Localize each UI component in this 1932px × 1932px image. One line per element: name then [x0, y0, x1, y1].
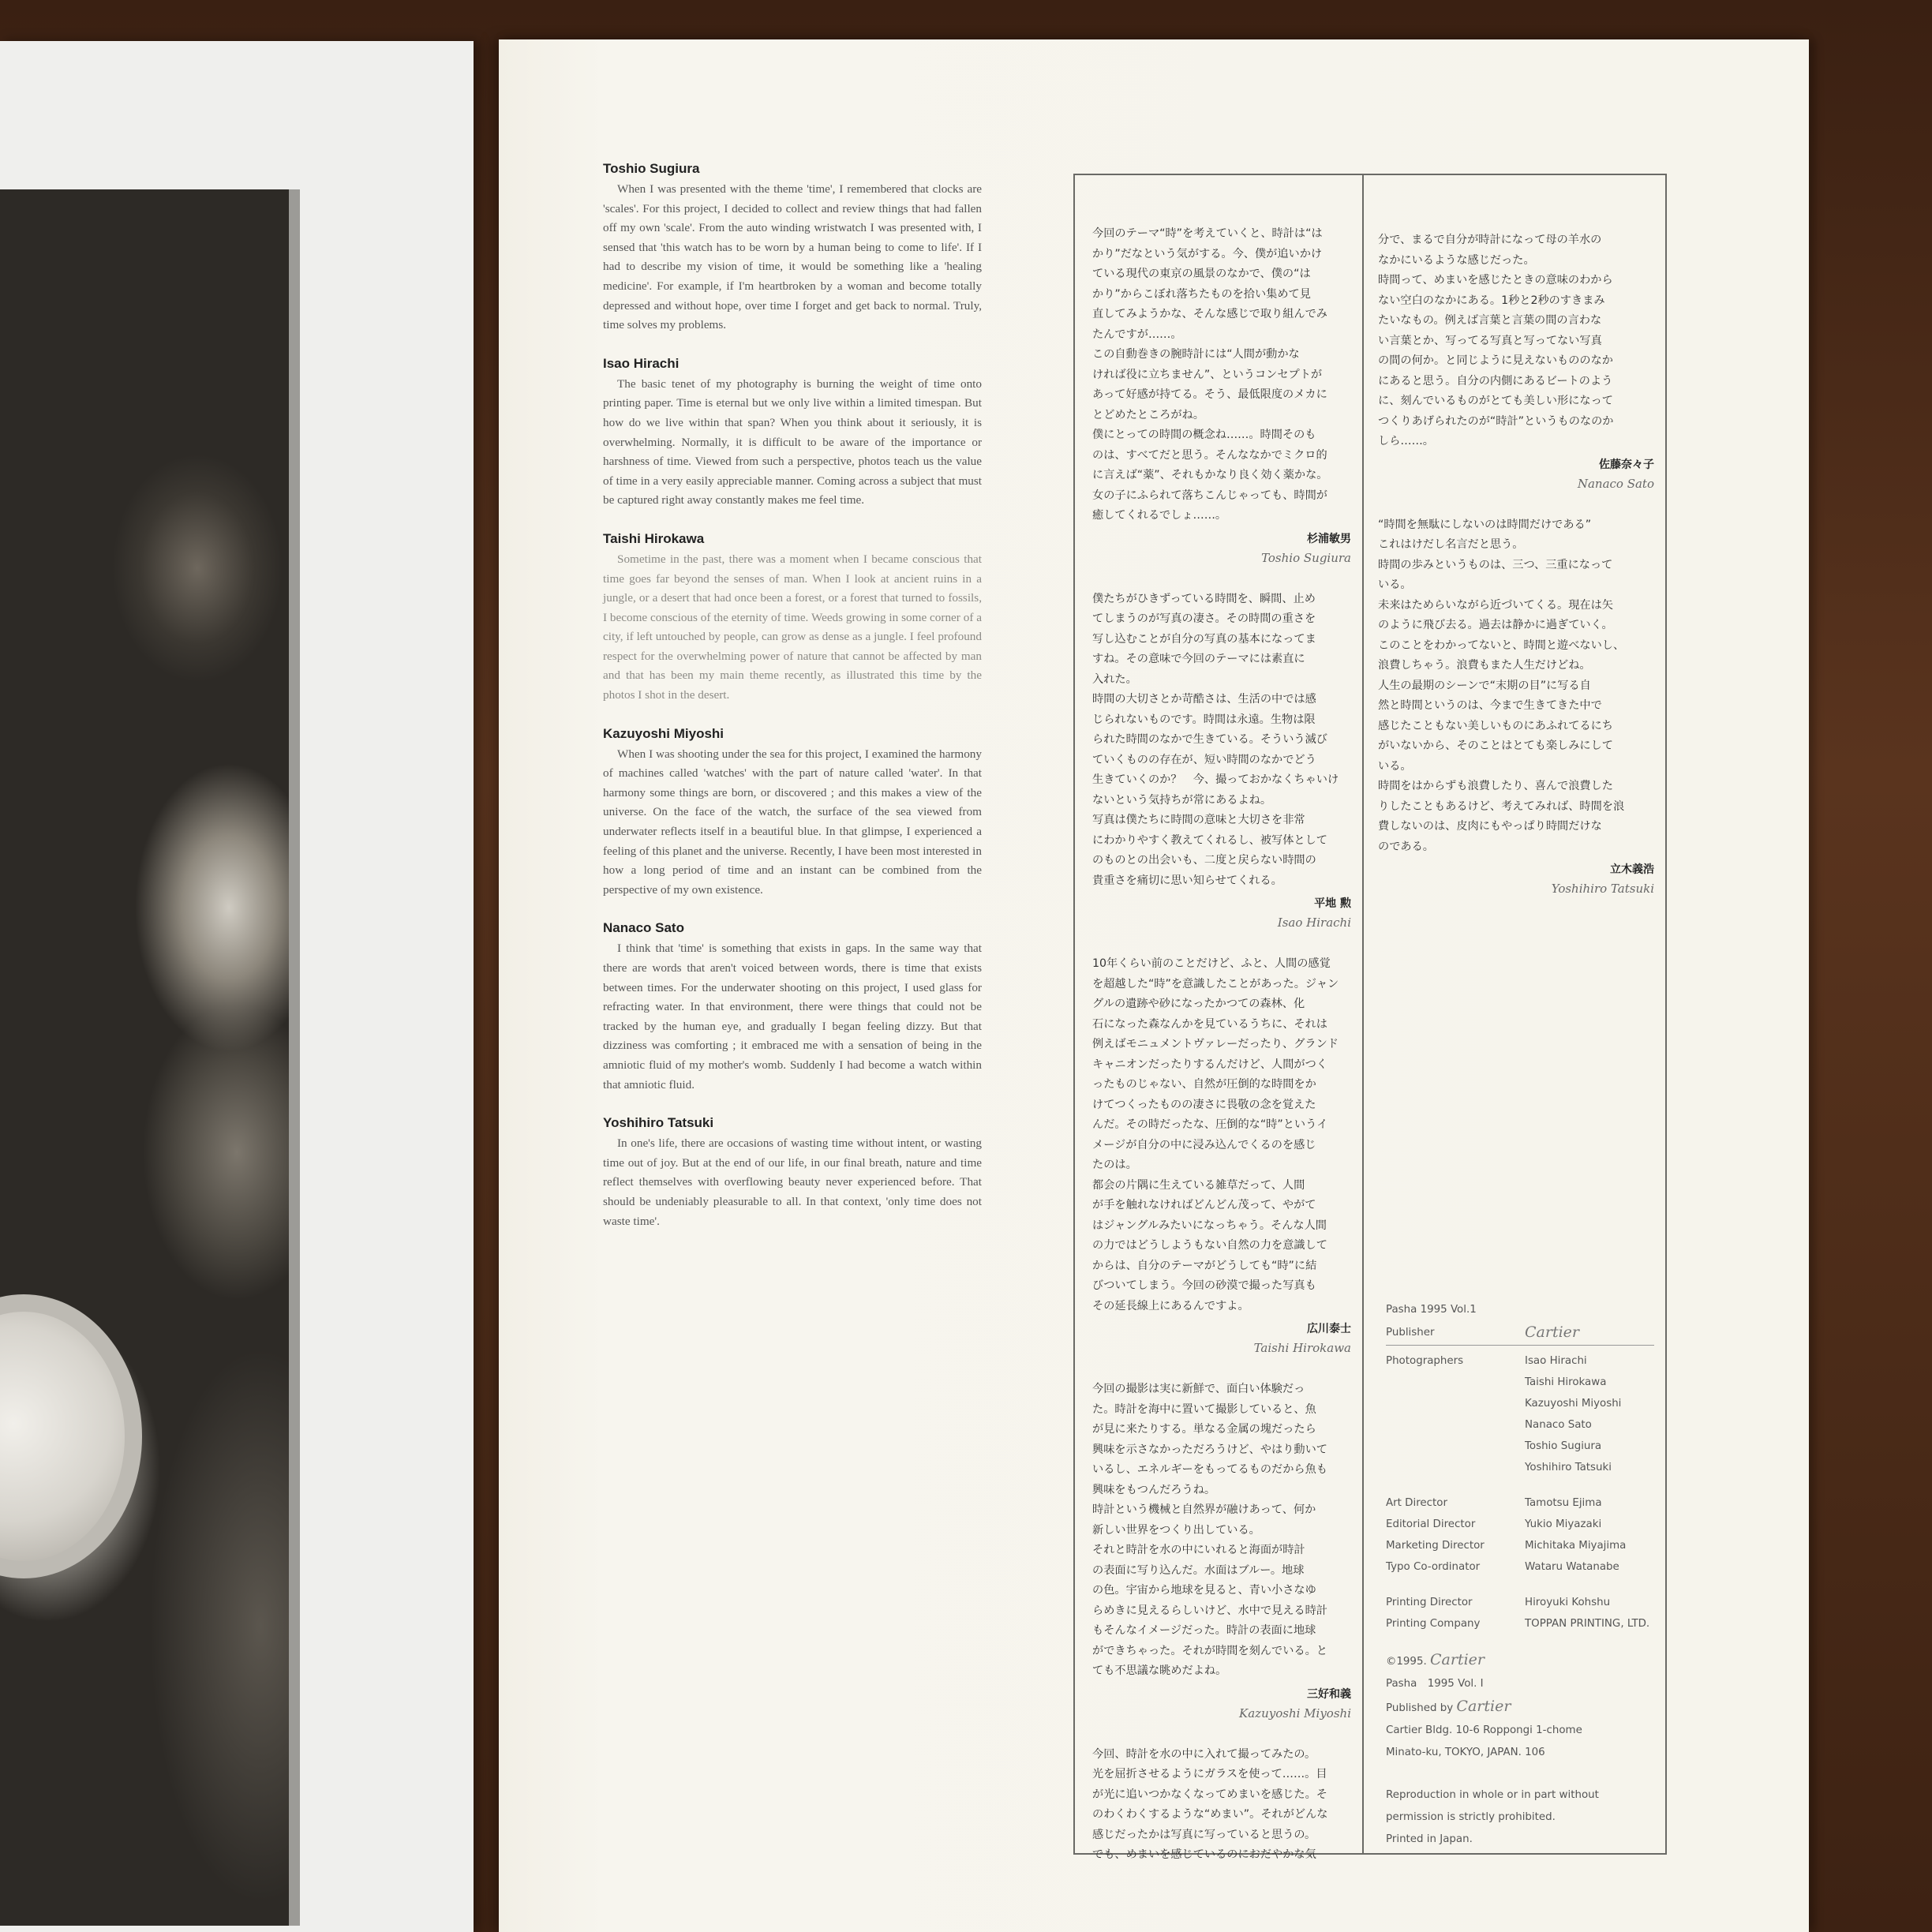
printing-row: [1386, 1613, 1654, 1634]
signature: [1092, 894, 1351, 932]
right-page: [499, 39, 1809, 1932]
english-entry: [603, 920, 982, 1095]
english-entry: [603, 726, 982, 900]
signature-japanese: 杉浦敏男: [1307, 532, 1351, 545]
printing-name: Hiroyuki Kohshu: [1525, 1597, 1611, 1608]
cartier-logo: Cartier: [1430, 1651, 1485, 1668]
signature-japanese: 佐藤奈々子: [1599, 458, 1654, 471]
signature-japanese: 広川泰士: [1307, 1323, 1351, 1335]
signature-english: Isao Hirachi: [1277, 915, 1351, 930]
signature-english: Taishi Hirokawa: [1253, 1341, 1351, 1355]
photographer-credit: Isao Hirachi: [1525, 1355, 1587, 1367]
signature-japanese: 立木義浩: [1610, 863, 1654, 876]
staff-row: [1386, 1556, 1654, 1578]
wristwatch-image: [0, 1294, 142, 1578]
english-column: [603, 161, 982, 1252]
staff-row: [1386, 1514, 1654, 1535]
signature: [1092, 530, 1351, 567]
signature-english: Toshio Sugiura: [1261, 550, 1351, 565]
cartier-logo: Cartier: [1525, 1324, 1579, 1341]
staff-row: [1386, 1535, 1654, 1556]
staff-role: Typo Co-ordinator: [1386, 1561, 1481, 1573]
photographers-label: Photographers: [1386, 1355, 1464, 1367]
photographer-name: Nanaco Sato: [603, 920, 684, 936]
photographers-row: [1386, 1350, 1654, 1478]
photographer-statement: When I was shooting under the sea for this project, I examined the harmony of machines called 'watches' with the part of nature called 'water'. In that harmony some things are born, or discovered ; and this makes a view of the universe. On the face of the watch, the surface of the sea viewed from underwater reflects itself in a beautiful blue. In that glimpse, I experienced a feeling of this planet and the universe. Recently, I have been most interested in how a long period of time and an instant can be combined from the perspective of my own existence.: [603, 747, 982, 897]
photographer-credit: Kazuyoshi Miyoshi: [1525, 1398, 1622, 1410]
column-divider: [1362, 175, 1364, 1853]
photographer-name: Taishi Hirokawa: [603, 530, 705, 546]
printing-role: Printing Company: [1386, 1618, 1481, 1630]
photographer-credit: Taishi Hirokawa: [1525, 1376, 1607, 1388]
left-page: [0, 41, 474, 1932]
staff-row: [1386, 1492, 1654, 1514]
photographer-statement: When I was presented with the theme 'time', I remembered that clocks are 'scales'. For this project, I decided to collect and review things that had fallen off my own 'scale'. From the auto winding wristwatch I was presented with, I sensed that 'this watch has to be worn by a human being to come to life'. If I had to describe my vision of time, it would be something like a 'healing medicine'. For example, if I'm heartbroken by a woman and become totally depressed and without hope, over time I forget and get back to normal. Truly, time solves my problems.: [603, 182, 982, 332]
photographers-list: [1525, 1350, 1654, 1478]
photographer-statement: In one's life, there are occasions of wasting time without intent, or wasting time out of joy. But at the end of our life, in our final breath, nature and time reflect themselves with overflowing beauty never experienced before. That should be undeniably pleasurable to all. In that context, 'only time does not waste time'.: [603, 1136, 982, 1228]
photographer-name: Kazuyoshi Miyoshi: [603, 725, 724, 741]
copyright-block: [1386, 1649, 1654, 1764]
japanese-column-1: [1092, 224, 1351, 1866]
japanese-statement: 10年くらい前のことだけど、ふと、人間の感覚 を超越した“時”を意識したことがあった。ジャン グルの遺跡や砂になったかつての森林、化 石になった森なんかを見ているうちに、それは 例えばモニュメントヴァレーだったり、グランド キャニオンだったりするんだけど、人間がつく ったものじゃない、自然が圧倒的な時間をか けてつくったものの凄さに畏敬の念を覚えた んだ。その時だったな、圧倒的な“時”というイ メージが自分の中に浸み込んでくるのを感じ たのは。 都会の片隅に生えている雑草だって、人間 が手を触れなければどんどん茂って、やがて はジャングルみたいになっちゃう。そんな人間 の力ではどうしようもない自然の力を意識して からは、自分のテーマがどうしても“時”に結 びついてしまう。今回の砂漠で撮った写真も その延長線上にあるんですよ。: [1092, 957, 1339, 1312]
colophon: [1386, 1304, 1654, 1851]
signature-japanese: 平地 勲: [1314, 897, 1351, 910]
staff-name: Michitaka Miyajima: [1525, 1540, 1627, 1552]
signature: [1378, 455, 1654, 493]
photographer-credit: Yoshihiro Tatsuki: [1525, 1462, 1612, 1473]
published-by-text: Published by: [1386, 1702, 1454, 1714]
notice-line: Printed in Japan.: [1386, 1833, 1473, 1845]
cartier-logo: Cartier: [1456, 1698, 1511, 1715]
japanese-column-2: [1378, 230, 1654, 920]
still-life-photo: [0, 189, 300, 1926]
staff-role: Editorial Director: [1386, 1518, 1476, 1530]
signature: [1092, 1685, 1351, 1723]
signature-japanese: 三好和義: [1307, 1687, 1351, 1701]
copyright-line: [1386, 1649, 1654, 1673]
published-by-line: [1386, 1695, 1654, 1720]
photographer-name: Yoshihiro Tatsuki: [603, 1115, 714, 1131]
english-entry: [603, 1115, 982, 1231]
japanese-statement: 今回の撮影は実に新鮮で、面白い体験だっ た。時計を海中に置いて撮影していると、魚 が見に来たりする。単なる金属の塊だったら 興味を示さなかっただろうけど、やはり動いて いるし、エネルギーをもってるものだから魚も 興味をもつんだろうね。 時計という機械と自然界が融けあって、何か 新しい世界をつくり出している。 それと時計を水の中にいれると海面が時計 の表面に写り込んだ。水面はブルー。地球 の色。宇宙から地球を見ると、青い小さなゆ らめきに見えるらしいけど、水中で見える時計 もそんなイメージだった。時計の表面に地球 ができちゃった。それが時間を刻んでいる。と ても不思議な眺めだよね。: [1092, 1383, 1327, 1677]
english-entry: [603, 161, 982, 335]
signature: [1092, 1320, 1351, 1357]
publisher-label: Publisher: [1386, 1327, 1435, 1339]
notice-line: permission is strictly prohibited.: [1386, 1811, 1556, 1823]
reproduction-notice: [1386, 1784, 1654, 1851]
signature-english: Nanaco Sato: [1577, 476, 1654, 491]
photographer-statement: Sometime in the past, there was a moment when I became conscious that time goes far beyond the senses of man. When I look at ancient ruins in a jungle, or a desert that had once been a forest, or a forest that turned to fossils, I become conscious of the eternity of time. Weeds growing in some corner of a city, if left untouched by people, can grow as dense as a jungle. I feel profound respect for the overwhelming power of nature that cannot be affected by man and that has been my main theme recently, as illustrated this time by the photos I shot in the desert.: [603, 552, 982, 702]
address-line: Minato-ku, TOKYO, JAPAN. 106: [1386, 1747, 1545, 1758]
staff-name: Tamotsu Ejima: [1525, 1497, 1602, 1509]
english-entry: [603, 356, 982, 511]
publisher-row: [1386, 1322, 1654, 1346]
staff-name: Wataru Watanabe: [1525, 1561, 1619, 1573]
photographer-name: Isao Hirachi: [603, 355, 680, 371]
printing-row: [1386, 1592, 1654, 1613]
copyright-text: ©1995.: [1386, 1656, 1427, 1668]
issue-line: Pasha 1995 Vol. I: [1386, 1678, 1484, 1690]
photographer-statement: I think that 'time' is something that exists in gaps. In the same way that there are words that aren't voiced between words, there is time that exists between times. For the underwater shooting on this project, I used glass for refracting water. In that environment, there were things that could not be tracked by the human eye, and gradually I began feeling dizzy. But that dizziness was comforting ; it embraced me with a sensation of being in the amniotic fluid of my mother's womb. Suddenly I had become a watch within that amniotic fluid.: [603, 942, 982, 1091]
photographer-name: Toshio Sugiura: [603, 161, 700, 176]
japanese-statement: 僕たちがひきずっている時間を、瞬間、止め てしまうのが写真の凄さ。その時間の重さを 写し込むことが自分の写真の基本になってま すね。その意味で今回のテーマには素直に 入れた。 時間の大切さとか苛酷さは、生活の中では感 じられないものです。時間は永遠。生物は限 られた時間のなかで生きている。そういう滅び ていくものの存在が、短い時間のなかでどう 生きていくのか？ 今、撮っておかなくちゃいけ ないという気持ちが常にあるよね。 写真は僕たちに時間の意味と大切さを非常 にわかりやすく教えてくれるし、被写体として のものとの出会いも、二度と戻らない時間の 貴重さを痛切に思い知らせてくれる。: [1092, 592, 1339, 887]
japanese-statement: 今回のテーマ“時”を考えていくと、時計は“は かり”だなという気がする。今、僕が追いかけ ている現代の東京の風景のなかで、僕の“は かり”からこぼれ落ちたものを拾い集めて見 直してみようかな、そんな感じで取り組んでみ たんですが……。 この自動巻きの腕時計には“人間が動かな ければ役に立ちません”、というコンセプトが あって好感が持てる。そう、最低限度のメカに とどめたところがね。 僕にとっての時間の概念ね……。時間そのも のは、すべてだと思う。そんななかでミクロ的 に言えば“薬”、それもかなり良く効く薬かな。 女の子にふられて落ちこんじゃっても、時間が 癒してくれるでしょ……。: [1092, 227, 1328, 522]
japanese-statement: “時間を無駄にしないのは時間だけである” これはけだし名言だと思う。 時間の歩みというものは、三つ、三重になって いる。 未来はためらいながら近づいてくる。現在は矢 のように飛び去る。過去は静かに過ぎていく。 このことをわかってないと、時間と遊べないし、 浪費しちゃう。浪費もまた人生だけどね。 人生の最期のシーンで“末期の目”に写る自 然と時間というのは、今まで生きてきた中で 感じたこともない美しいものにあふれてるにち がいないから、そのことはとても楽しみにして いる。 時間をはからずも浪費したり、喜んで浪費した りしたこともあるけど、考えてみれば、時間を浪 費しないのは、皮肉にもやっぱり時間だけな のである。: [1378, 518, 1625, 853]
japanese-text-box: [1073, 174, 1667, 1861]
issue-label: Pasha 1995 Vol.1: [1386, 1304, 1477, 1316]
photographer-credit: Nanaco Sato: [1525, 1419, 1592, 1431]
staff-name: Yukio Miyazaki: [1525, 1518, 1602, 1530]
staff-role: Marketing Director: [1386, 1540, 1485, 1552]
photographer-statement: The basic tenet of my photography is burning the weight of time onto printing paper. Time is eternal but we only live within a limited timespan. But how do we live within that span? When you think about it seriously, it is overwhelming. Normally, it is difficult to be aware of the importance or harshness of time. Viewed from such a perspective, photos teach us the value of time in a very easily appreciable manner. Coming across a subject that must be captured right away constantly makes me feel time.: [603, 376, 982, 507]
signature: [1378, 860, 1654, 898]
printing-name: TOPPAN PRINTING, LTD.: [1525, 1618, 1650, 1630]
printing-role: Printing Director: [1386, 1597, 1473, 1608]
photographer-credit: Toshio Sugiura: [1525, 1440, 1602, 1452]
japanese-statement: 今回、時計を水の中に入れて撮ってみたの。 光を屈折させるようにガラスを使って……。目 が光に追いつかなくなってめまいを感じた。そ のわくわくするような“めまい”。それがどんな 感じだったかは写真に写っていると思うの。 でも、めまいを感じているのにおだやかな気: [1092, 1747, 1328, 1861]
japanese-statement: 分で、まるで自分が時計になって母の羊水の なかにいるような感じだった。 時間って、めまいを感じたときの意味のわから ない空白のなかにある。1秒と2秒のすきまみ たいなもの。例えば言葉と言葉の間の言わな い言葉とか、写ってる写真と写ってない写真 の間の何か。と同じように見えないもののなか にあると思う。自分の内側にあるビートのよう に、刻んでいるものがとても美しい形になって つくりあげられたのが“時計”というものなのか しら……。: [1378, 234, 1614, 447]
english-entry: [603, 531, 982, 706]
signature-english: Kazuyoshi Miyoshi: [1239, 1705, 1351, 1720]
address-line: Cartier Bldg. 10-6 Roppongi 1-chome: [1386, 1724, 1582, 1736]
signature-english: Yoshihiro Tatsuki: [1551, 882, 1654, 896]
notice-line: Reproduction in whole or in part without: [1386, 1789, 1599, 1801]
staff-role: Art Director: [1386, 1497, 1447, 1509]
